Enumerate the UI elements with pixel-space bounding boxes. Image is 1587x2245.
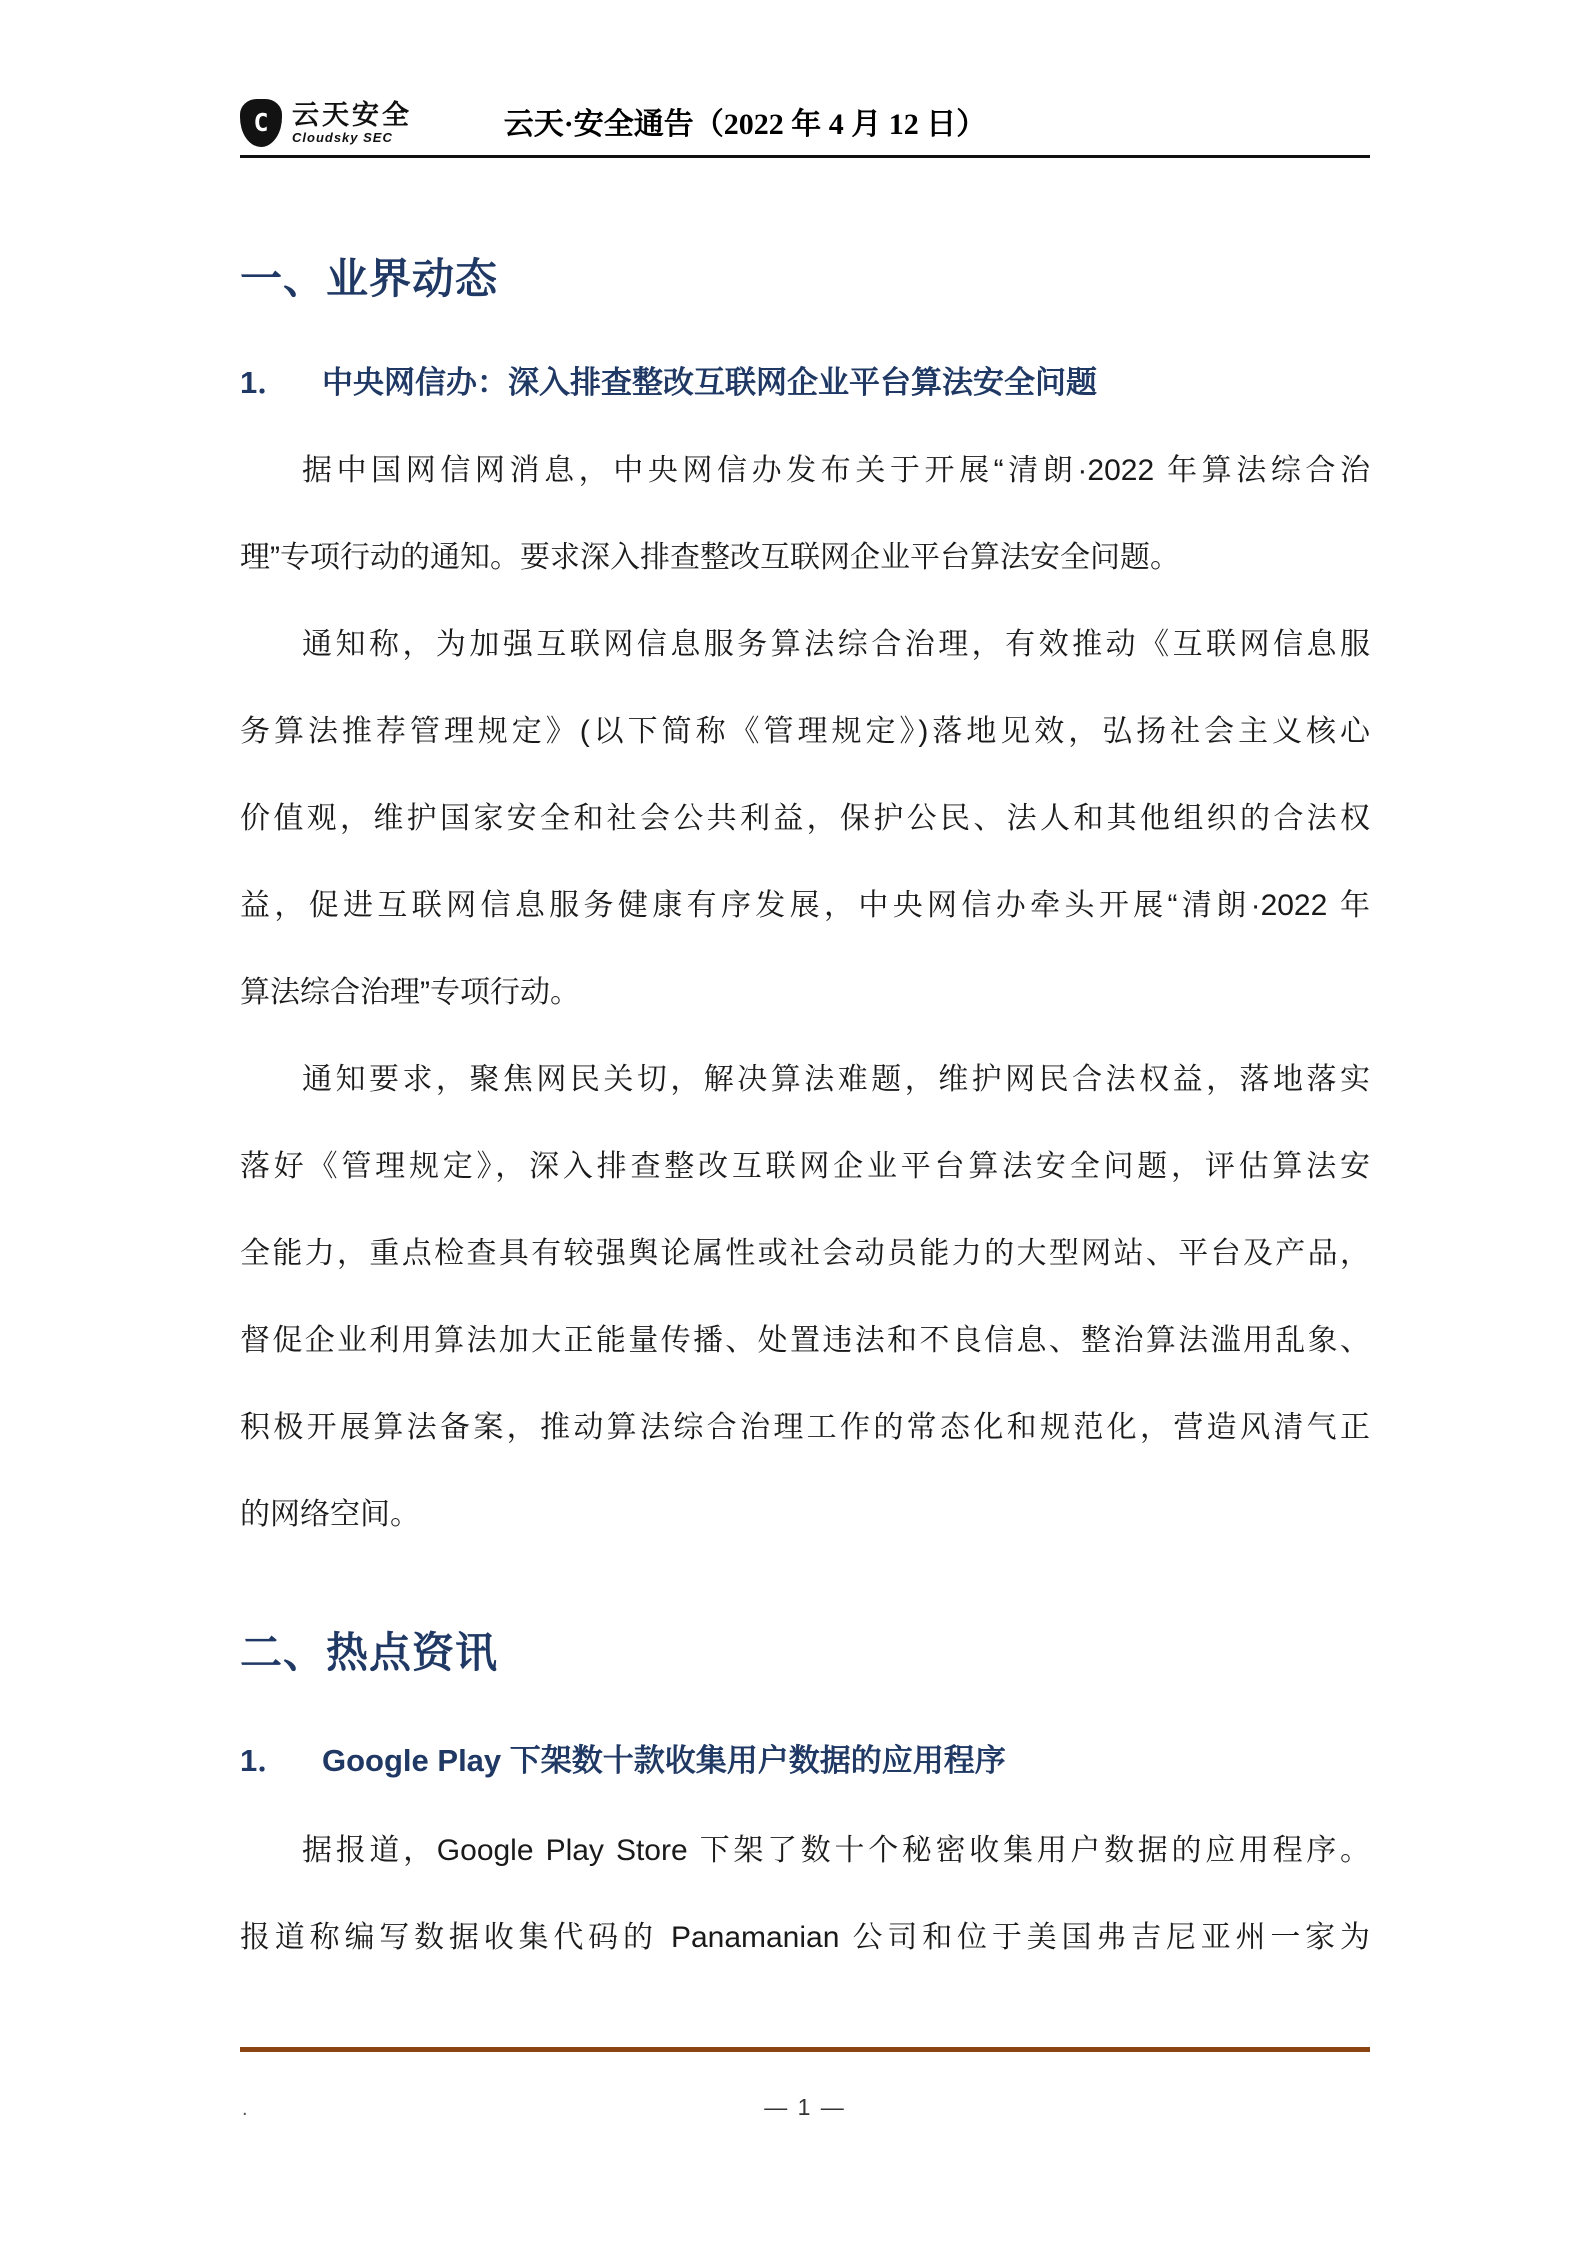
body-line: 报道称编写数据收集代码的 Panamanian 公司和位于美国弗吉尼亚州一家为	[240, 1921, 1370, 1954]
body-line: 督促企业利用算法加大正能量传播、处置违法和不良信息、整治算法滥用乱象、	[240, 1324, 1370, 1357]
body-line: 据报道，Google Play Store 下架了数十个秘密收集用户数据的应用程序。	[302, 1834, 1370, 1867]
body-line: 益，促进互联网信息服务健康有序发展，中央网信办牵头开展“清朗·2022 年	[240, 889, 1370, 922]
page-header	[240, 0, 1370, 155]
body-line: 算法综合治理”专项行动。	[240, 976, 580, 1009]
footer-left-mark: .	[242, 2098, 248, 2120]
section-2-item-heading	[240, 1742, 1370, 1780]
page-content	[240, 0, 1370, 2124]
section-2-paragraphs	[240, 1807, 1370, 1981]
body-line: 通知称，为加强互联网信息服务算法综合治理，有效推动《互联网信息服	[302, 628, 1370, 661]
body-line: 务算法推荐管理规定》(以下简称《管理规定》)落地见效，弘扬社会主义核心	[240, 715, 1370, 748]
logo-letter: C	[253, 107, 269, 137]
body-line: 价值观，维护国家安全和社会公共利益，保护公民、法人和其他组织的合法权	[240, 802, 1370, 835]
logo-text	[292, 101, 412, 145]
body-line: 落好《管理规定》，深入排查整改互联网企业平台算法安全问题，评估算法安	[240, 1150, 1370, 1183]
logo-name-cn: 云天安全	[292, 100, 412, 130]
header-rule	[240, 155, 1370, 158]
page-footer	[240, 2094, 1370, 2124]
logo-name-en: Cloudsky SEC	[292, 130, 393, 146]
section-1-paragraphs	[240, 427, 1370, 1558]
section-1-item-heading	[240, 364, 1370, 402]
body-line: 通知要求，聚焦网民关切，解决算法难题，维护网民合法权益，落地落实	[302, 1063, 1370, 1096]
document-title: 云天·安全通告（2022 年 4 月 12 日）	[503, 108, 987, 141]
item-title: Google Play 下架数十款收集用户数据的应用程序	[322, 1743, 1006, 1778]
body-line: 的网络空间。	[240, 1498, 420, 1531]
page-number: — 1 —	[764, 2094, 846, 2120]
body-line: 据中国网信网消息，中央网信办发布关于开展“清朗·2022 年算法综合治	[302, 454, 1370, 487]
body-line: 全能力，重点检查具有较强舆论属性或社会动员能力的大型网站、平台及产品，	[240, 1237, 1370, 1270]
body-line: 积极开展算法备案，推动算法综合治理工作的常态化和规范化，营造风清气正	[240, 1411, 1370, 1444]
shield-logo-icon	[240, 99, 282, 147]
item-title: 中央网信办：深入排查整改互联网企业平台算法安全问题	[322, 365, 1097, 400]
section-2-heading: 二、热点资讯	[240, 1629, 499, 1676]
footer-rule	[240, 2047, 1370, 2052]
item-number: 1．	[240, 365, 289, 400]
company-logo	[240, 99, 412, 155]
item-number: 1．	[240, 1743, 289, 1778]
body-line: 理”专项行动的通知。要求深入排查整改互联网企业平台算法安全问题。	[240, 541, 1180, 574]
section-1-heading: 一、业界动态	[240, 255, 499, 302]
